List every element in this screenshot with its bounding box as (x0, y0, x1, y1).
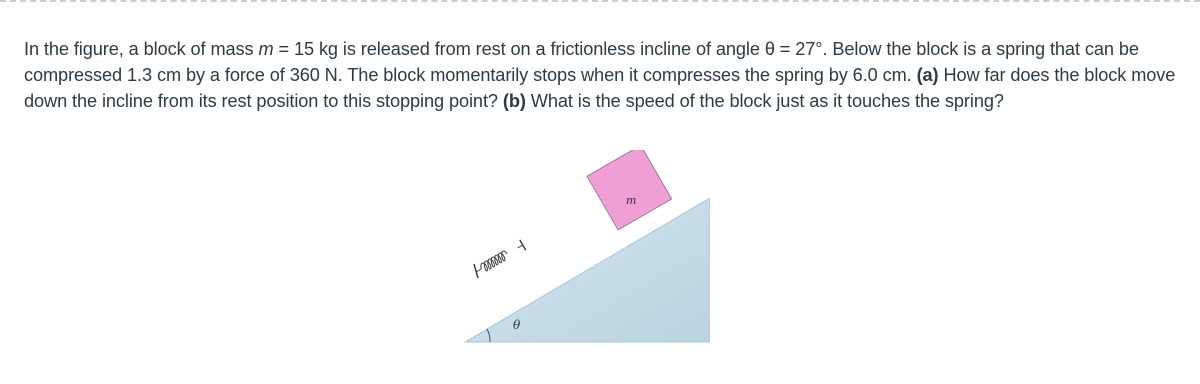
part-b-label: (b) (502, 91, 526, 111)
part-a-text: How far does the block move down the incline from its rest position to this stopping point? (24, 65, 1176, 111)
part-b-text: What is the speed of the block just as it touches the spring? (525, 91, 1004, 111)
mass-value-text: = 15 kg is released from rest on a frictionless incline of angle (273, 39, 765, 59)
incline-wedge (465, 198, 710, 342)
angle-value-text: = 27°. Below the block is a spring that can be compressed 1.3 cm by a force of 360 N. The block momentarily stops when it compresses the spring by 6.0 cm. (24, 39, 1139, 85)
incline-figure (440, 150, 710, 350)
dashed-separator (0, 0, 1200, 2)
problem-statement (24, 36, 1196, 114)
spring (473, 240, 526, 277)
angle-variable: θ (764, 39, 775, 59)
block (587, 150, 672, 230)
block-mass-label: m (626, 194, 637, 207)
angle-label: θ (513, 318, 521, 332)
part-a-label: (a) (916, 65, 939, 85)
intro-text: In the figure, a block of mass (24, 39, 259, 59)
mass-variable: m (258, 39, 274, 59)
